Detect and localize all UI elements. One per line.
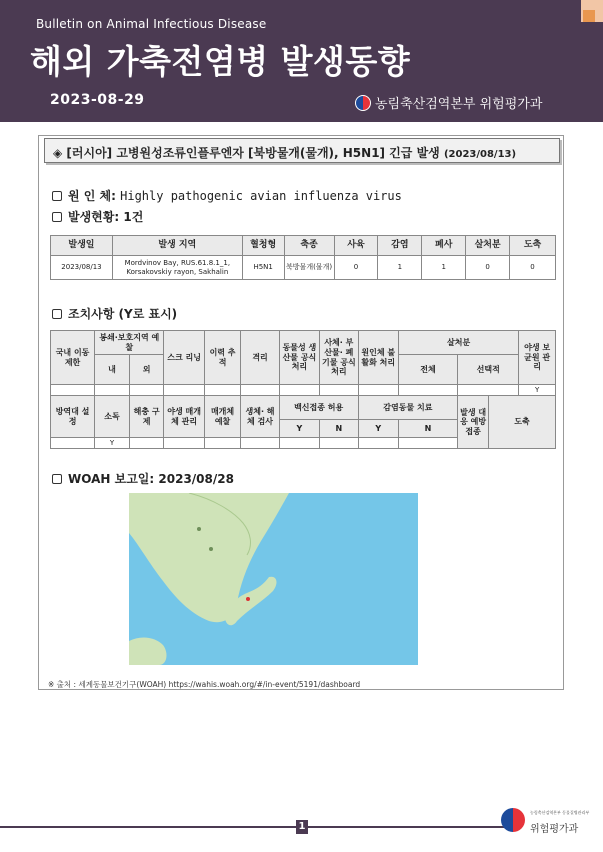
- cell-serotype: H5N1: [242, 256, 284, 280]
- source-note: ※ 출처 : 세계동물보건기구(WOAH) https://wahis.woah.org/#/in-event/5191/dashboard: [48, 680, 361, 689]
- cell-slaughtered: 0: [510, 256, 556, 280]
- cell-dead: 1: [422, 256, 466, 280]
- hdr-cull-selective: 선택적: [458, 355, 519, 385]
- map-graphic: [129, 493, 418, 665]
- header-banner: [0, 0, 603, 122]
- hdr-byproduct: 사체· 부산물· 폐기물 공식 처리: [320, 331, 358, 385]
- cell-region: Mordvinov Bay, RUS.61.8.1_1, Korsakovskiy rayon, Sakhalin: [112, 256, 242, 280]
- checkbox-icon: [52, 212, 62, 222]
- hdr-ante-mortem: 생체· 해체 검사: [241, 396, 279, 438]
- status-label: 발생현황:: [68, 210, 120, 224]
- hdr-pathogen: 원인체 불활화 처리: [358, 331, 398, 385]
- hdr-treat-y: Y: [358, 420, 398, 438]
- col-header: 혈청형: [242, 236, 284, 256]
- cell-culled: 0: [466, 256, 510, 280]
- taegeuk-logo-icon: [501, 808, 525, 832]
- status-value: 1건: [123, 210, 144, 224]
- checkbox-icon: [52, 474, 62, 484]
- col-header: 살처분: [466, 236, 510, 256]
- map-town-marker: [197, 527, 201, 531]
- cell-species: 북방물개(물개): [284, 256, 334, 280]
- hdr-zone-in: 내: [95, 355, 130, 385]
- report-title: [44, 138, 560, 163]
- hdr-slaughter: 도축: [489, 396, 556, 449]
- corner-decoration-accent: [583, 10, 595, 22]
- occurrence-table: [50, 235, 556, 280]
- col-header: 발생일: [51, 236, 113, 256]
- measures-table: [50, 330, 556, 449]
- bulletin-label: Bulletin on Animal Infectious Disease: [36, 17, 267, 31]
- hdr-wild-control: 야생 매개체 관리: [164, 396, 204, 438]
- hdr-trace: 이력 추적: [204, 331, 241, 385]
- col-header: 축종: [284, 236, 334, 256]
- hdr-treatment: 감염동물 치료: [358, 396, 458, 420]
- agent-label: 원 인 체:: [68, 189, 116, 203]
- footer-org-name: 위험평가과: [530, 824, 579, 835]
- checkbox-icon: [52, 191, 62, 201]
- report-title-date: (2023/08/13): [443, 149, 517, 160]
- hdr-wildlife: 야생 보균원 관리: [519, 331, 556, 385]
- hdr-disinfect: 소독: [95, 396, 130, 438]
- footer-org-small: 농림축산검역본부 동물질병관리부: [530, 810, 590, 815]
- hdr-pest: 해충 구제: [129, 396, 164, 438]
- taegeuk-logo-icon: [355, 95, 371, 111]
- hdr-treat-n: N: [398, 420, 457, 438]
- org-name: 농림축산검역본부 위험평가과: [375, 97, 543, 112]
- hdr-vacc-n: N: [320, 420, 358, 438]
- hdr-quarantine: 방역대 설정: [51, 396, 95, 438]
- measures-label: 조치사항 (Y로 표시): [68, 307, 178, 321]
- status-line: [52, 208, 143, 225]
- hdr-screening: 스크 리닝: [164, 331, 204, 385]
- woah-value: 2023/08/28: [158, 471, 234, 486]
- report-date: 2023-08-29: [50, 92, 145, 108]
- page-number: 1: [296, 820, 308, 834]
- report-title-text: ◈ [러시아] 고병원성조류인플루엔자 [북방물개(물개), H5N1] 긴급 발생: [53, 146, 440, 160]
- agent-value: Highly pathogenic avian influenza virus: [120, 188, 402, 203]
- hdr-vacc-y: Y: [279, 420, 319, 438]
- table-row: [51, 256, 556, 280]
- footer-divider: [0, 826, 520, 828]
- checkbox-icon: [52, 309, 62, 319]
- map-town-marker: [209, 547, 213, 551]
- hdr-cull-all: 전체: [398, 355, 457, 385]
- col-header: 발생 지역: [112, 236, 242, 256]
- col-header: 폐사: [422, 236, 466, 256]
- col-header: 감염: [378, 236, 422, 256]
- hdr-isolation: 격리: [241, 331, 279, 385]
- cell-date: 2023/08/13: [51, 256, 113, 280]
- org-badge: [355, 93, 542, 112]
- col-header: 사육: [334, 236, 378, 256]
- hdr-prevent: 발생 대응 예방 접종: [458, 396, 489, 449]
- hdr-vector: 매개체 예찰: [204, 396, 241, 438]
- measures-line: [52, 305, 177, 322]
- hdr-vaccination: 백신접종 허용: [279, 396, 358, 420]
- woah-label: WOAH 보고일:: [68, 472, 155, 486]
- hdr-domestic: 국내 이동 제한: [51, 331, 95, 385]
- woah-line: [52, 470, 234, 487]
- agent-line: [52, 187, 402, 204]
- hdr-zone: 봉쇄·보호지역 예찰: [95, 331, 164, 355]
- table-row: [51, 385, 556, 396]
- hdr-cull: 살처분: [398, 331, 518, 355]
- page-title: 해외 가축전염병 발생동향: [30, 42, 411, 81]
- hdr-carcass: 동물성 생산물 공식 처리: [279, 331, 319, 385]
- cell-raised: 0: [334, 256, 378, 280]
- cell-disinfect-value: Y: [95, 438, 130, 449]
- outbreak-marker: [246, 597, 250, 601]
- col-header: 도축: [510, 236, 556, 256]
- cell-wildlife-value: Y: [519, 385, 556, 396]
- hdr-zone-out: 외: [129, 355, 164, 385]
- outbreak-map[interactable]: [129, 493, 418, 665]
- cell-infected: 1: [378, 256, 422, 280]
